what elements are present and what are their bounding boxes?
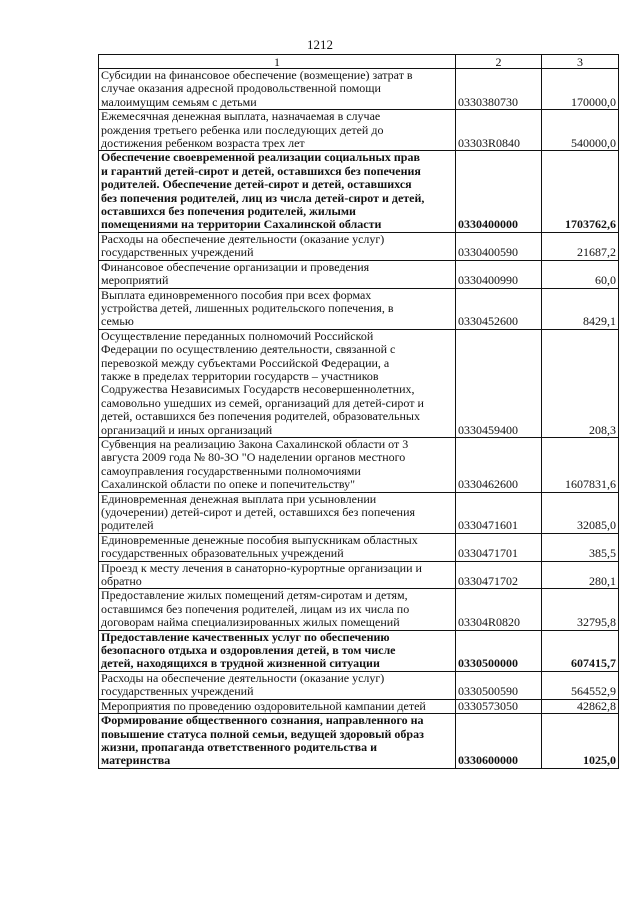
row-description-line: Ежемесячная денежная выплата, назначаемая в случае: [101, 109, 381, 124]
table-row: [99, 561, 619, 589]
row-description-line: Сахалинской области по опеке и попечительству": [101, 477, 356, 492]
table-row: [99, 69, 619, 110]
row-description-line: государственных образовательных учреждений: [101, 546, 344, 561]
table-row: [99, 437, 619, 492]
row-description-line: Субвенция на реализацию Закона Сахалинской области от 3: [101, 437, 409, 451]
row-description-line: самовольно ушедших из семей, организаций для детей-сирот и: [101, 395, 424, 410]
row-amount: 540000,0: [542, 110, 619, 151]
row-code: 03304R0820: [456, 589, 542, 630]
row-description-line: детей, оставшихся без попечения родителей, образовательных: [101, 409, 420, 424]
row-amount: 42862,8: [542, 699, 619, 713]
row-description-line: достижения ребенком возраста трех лет: [101, 136, 305, 151]
row-description-line: Субсидии на финансовое обеспечение (возмещение) затрат в: [101, 68, 413, 82]
row-code: 0330500590: [456, 671, 542, 699]
row-description-line: Расходы на обеспечение деятельности (оказание услуг): [101, 232, 385, 246]
table-row: [99, 260, 619, 288]
row-description-line: государственных учреждений: [101, 245, 254, 260]
row-code: 0330471702: [456, 561, 542, 589]
row-amount: 208,3: [542, 329, 619, 437]
table-row: [99, 492, 619, 533]
column-header-name: 1: [99, 55, 456, 69]
row-description-line: устройства детей, лишенных родительского попечения, в: [101, 300, 394, 315]
row-description-line: перевозкой между субъектами Российской Федерации, а: [101, 355, 390, 370]
table-row: [99, 110, 619, 151]
row-code: 0330462600: [456, 437, 542, 492]
table-row: [99, 714, 619, 769]
row-code: 0330400590: [456, 232, 542, 260]
row-description-line: жизни, пропаганда ответственного родительства и: [101, 739, 378, 754]
row-description-line: семью: [101, 314, 134, 329]
row-amount: 32085,0: [542, 492, 619, 533]
row-description-line: Расходы на обеспечение деятельности (оказание услуг): [101, 671, 385, 685]
row-description-line: августа 2009 года № 80-ЗО "О наделении органов местного: [101, 450, 406, 465]
row-amount: 1703762,6: [542, 151, 619, 232]
page-number: 1212: [307, 37, 333, 52]
table-row: [99, 671, 619, 699]
row-description: [99, 561, 456, 589]
row-description-line: Предоставление качественных услуг по обеспечению: [101, 630, 390, 644]
row-description-line: материнства: [101, 753, 171, 768]
row-description: [99, 699, 456, 713]
row-description-line: Осуществление переданных полномочий Российской: [101, 329, 374, 343]
row-description-line: Выплата единовременного пособия при всех формах: [101, 288, 372, 302]
row-description: [99, 492, 456, 533]
row-code: 0330459400: [456, 329, 542, 437]
row-description-line: самоуправления государственными полномочиями: [101, 463, 361, 478]
row-description-line: повышение статуса полной семьи, ведущей здоровый образ: [101, 726, 424, 741]
row-amount: 32795,8: [542, 589, 619, 630]
row-description-line: Федерации по осуществлению деятельности, связанной с: [101, 342, 396, 357]
row-description-line: случае оказания адресной продовольственной помощи: [101, 81, 381, 96]
row-code: 0330600000: [456, 714, 542, 769]
row-description-line: государственных учреждений: [101, 684, 254, 699]
table-row: [99, 630, 619, 671]
row-description: [99, 260, 456, 288]
row-code: 0330400990: [456, 260, 542, 288]
row-code: 0330380730: [456, 69, 542, 110]
row-description: [99, 288, 456, 329]
row-description-line: договорам найма специализированных жилых помещений: [101, 615, 400, 630]
row-description: [99, 589, 456, 630]
budget-table: [98, 54, 619, 769]
table-header-row: [99, 55, 619, 69]
table-row: [99, 533, 619, 561]
row-description: [99, 329, 456, 437]
row-description-line: Предоставление жилых помещений детям-сиротам и детям,: [101, 588, 408, 603]
row-code: 0330452600: [456, 288, 542, 329]
row-description-line: родителей. Обеспечение детей-сирот и детей, оставшихся: [101, 177, 412, 192]
table-row: [99, 589, 619, 630]
row-amount: 607415,7: [542, 630, 619, 671]
row-description-line: оставшимся без попечения родителей, лицам из их числа по: [101, 601, 410, 616]
row-description: [99, 714, 456, 769]
row-description: [99, 151, 456, 232]
row-amount: 280,1: [542, 561, 619, 589]
row-description-line: Содружества Независимых Государств несовершеннолетних,: [101, 382, 415, 397]
column-header-amount: 3: [542, 55, 619, 69]
row-description-line: мероприятий: [101, 273, 169, 288]
table-row: [99, 288, 619, 329]
row-description: [99, 69, 456, 110]
row-amount: 21687,2: [542, 232, 619, 260]
row-description: [99, 533, 456, 561]
row-description-line: малоимущим семьям с детьми: [101, 94, 257, 109]
row-description-line: без попечения родителей, лиц из числа детей-сирот и детей,: [101, 190, 425, 205]
row-amount: 385,5: [542, 533, 619, 561]
row-description-line: также в пределах территории государств – участников: [101, 368, 379, 383]
row-amount: 1025,0: [542, 714, 619, 769]
column-header-code: 2: [456, 55, 542, 69]
row-amount: 170000,0: [542, 69, 619, 110]
row-description: [99, 437, 456, 492]
row-description: [99, 671, 456, 699]
row-description-line: оставшихся без попечения родителей, жилыми: [101, 204, 356, 219]
table-row: [99, 329, 619, 437]
row-description-line: Единовременная денежная выплата при усыновлении: [101, 492, 377, 506]
row-code: 0330500000: [456, 630, 542, 671]
row-description: [99, 630, 456, 671]
row-description-line: Обеспечение своевременной реализации социальных прав: [101, 150, 420, 165]
row-description-line: Мероприятия по проведению оздоровительной кампании детей: [101, 699, 426, 713]
row-description: [99, 110, 456, 151]
row-description-line: помещениями на территории Сахалинской области: [101, 217, 382, 232]
row-description: [99, 232, 456, 260]
row-amount: 8429,1: [542, 288, 619, 329]
row-description-line: родителей: [101, 518, 154, 533]
table-row: [99, 232, 619, 260]
row-description-line: организаций и иных организаций: [101, 422, 273, 437]
row-description-line: Проезд к месту лечения в санаторно-курортные организации и: [101, 561, 422, 575]
row-code: 0330573050: [456, 699, 542, 713]
row-amount: 60,0: [542, 260, 619, 288]
row-code: 0330471601: [456, 492, 542, 533]
row-description-line: безопасного отдыха и оздоровления детей, в том числе: [101, 643, 396, 658]
row-amount: 1607831,6: [542, 437, 619, 492]
row-description-line: (удочерении) детей-сирот и детей, оставшихся без попечения: [101, 505, 416, 519]
row-description-line: обратно: [101, 574, 142, 589]
table-body: [99, 69, 619, 769]
row-description-line: Финансовое обеспечение организации и проведения: [101, 260, 370, 274]
row-code: 03303R0840: [456, 110, 542, 151]
row-code: 0330400000: [456, 151, 542, 232]
row-amount: 564552,9: [542, 671, 619, 699]
row-description-line: детей, находящихся в трудной жизненной ситуации: [101, 656, 380, 671]
row-description-line: и гарантий детей-сирот и детей, оставшихся без попечения: [101, 163, 421, 178]
row-code: 0330471701: [456, 533, 542, 561]
row-description-line: рождения третьего ребенка или последующих детей до: [101, 122, 384, 137]
row-description-line: Формирование общественного сознания, направленного на: [101, 713, 424, 728]
row-description-line: Единовременные денежные пособия выпускникам областных: [101, 533, 418, 547]
table-row: [99, 151, 619, 232]
table-row: [99, 699, 619, 713]
